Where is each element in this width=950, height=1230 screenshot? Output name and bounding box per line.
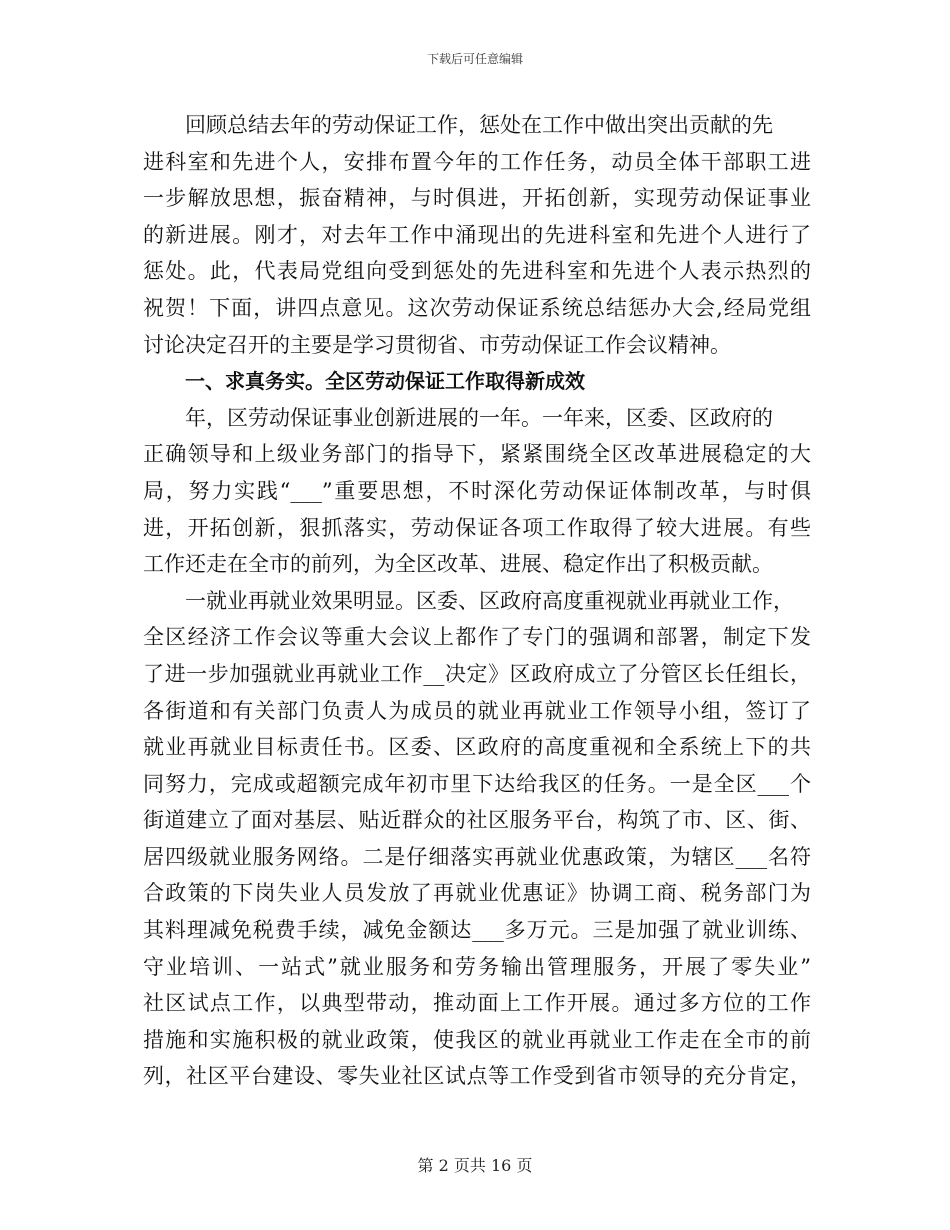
paragraph-line: 同努力，完成或超额完成年初市里下达给我区的任务。一是全区___个 bbox=[143, 771, 811, 796]
paragraph-line: 了进一步加强就业再就业工作__决定》区政府成立了分管区长任组长， bbox=[143, 661, 811, 686]
paragraph-line: 社区试点工作，以典型带动，推动面上工作开展。通过多方位的工作 bbox=[143, 991, 811, 1016]
paragraph-line: 守业培训、一站式”就业服务和劳务输出管理服务，开展了零失业” bbox=[143, 954, 811, 979]
paragraph-line: 全区经济工作会议等重大会议上都作了专门的强调和部署，制定下发 bbox=[143, 625, 811, 650]
paragraph-line: 正确领导和上级业务部门的指导下，紧紧围绕全区改革进展稳定的大 bbox=[143, 442, 811, 467]
section-heading: 一、求真务实。全区劳动保证工作取得新成效 bbox=[185, 369, 585, 394]
paragraph-line: 合政策的下岗失业人员发放了再就业优惠证》协调工商、税务部门为 bbox=[143, 881, 811, 906]
paragraph-line: 局，努力实践“___”重要思想，不时深化劳动保证体制改革，与时俱 bbox=[143, 478, 811, 503]
paragraph-line: 工作还走在全市的前列，为全区改革、进展、稳定作出了积极贡献。 bbox=[143, 552, 773, 577]
paragraph-line: 进，开拓创新，狠抓落实，劳动保证各项工作取得了较大进展。有些 bbox=[143, 515, 811, 540]
paragraph-line: 回顾总结去年的劳动保证工作，惩处在工作中做出突出贡献的先 bbox=[185, 113, 773, 137]
paragraph-line: 进科室和先进个人，安排布置今年的工作任务，动员全体干部职工进 bbox=[143, 149, 811, 174]
paragraph-line: 街道建立了面对基层、贴近群众的社区服务平台，构筑了市、区、街、 bbox=[143, 808, 811, 833]
paragraph-line: 一就业再就业效果明显。区委、区政府高度重视就业再就业工作， bbox=[185, 588, 794, 613]
paragraph-line: 居四级就业服务网络。二是仔细落实再就业优惠政策，为辖区___名符 bbox=[143, 844, 811, 869]
paragraph-line: 各街道和有关部门负责人为成员的就业再就业工作领导小组，签订了 bbox=[143, 698, 811, 723]
paragraph-line: 讨论决定召开的主要是学习贯彻省、市劳动保证工作会议精神。 bbox=[143, 332, 731, 357]
paragraph-line: 列，社区平台建设、零失业社区试点等工作受到省市领导的充分肯定， bbox=[143, 1064, 811, 1089]
paragraph-line: 其料理减免税费手续，减免金额达___多万元。三是加强了就业训练、 bbox=[143, 918, 811, 943]
document-body bbox=[143, 107, 811, 1095]
paragraph-line: 措施和实施积极的就业政策，使我区的就业再就业工作走在全市的前 bbox=[143, 1027, 811, 1052]
page-header: 下载后可任意编辑 bbox=[426, 52, 523, 66]
paragraph-line: 就业再就业目标责任书。区委、区政府的高度重视和全系统上下的共 bbox=[143, 735, 811, 760]
page-number: 第 2 页共 16 页 bbox=[417, 1156, 533, 1175]
paragraph-line: 一步解放思想，振奋精神，与时俱进，开拓创新，实现劳动保证事业 bbox=[143, 186, 811, 211]
paragraph-line: 惩处。此，代表局党组向受到惩处的先进科室和先进个人表示热烈的 bbox=[143, 259, 811, 284]
paragraph-line: 年，区劳动保证事业创新进展的一年。一年来，区委、区政府的 bbox=[185, 405, 773, 430]
paragraph-line: 的新进展。刚才，对去年工作中涌现出的先进科室和先进个人进行了 bbox=[143, 222, 811, 247]
paragraph-line: 祝贺！下面，讲四点意见。这次劳动保证系统总结惩办大会,经局党组 bbox=[143, 295, 811, 320]
